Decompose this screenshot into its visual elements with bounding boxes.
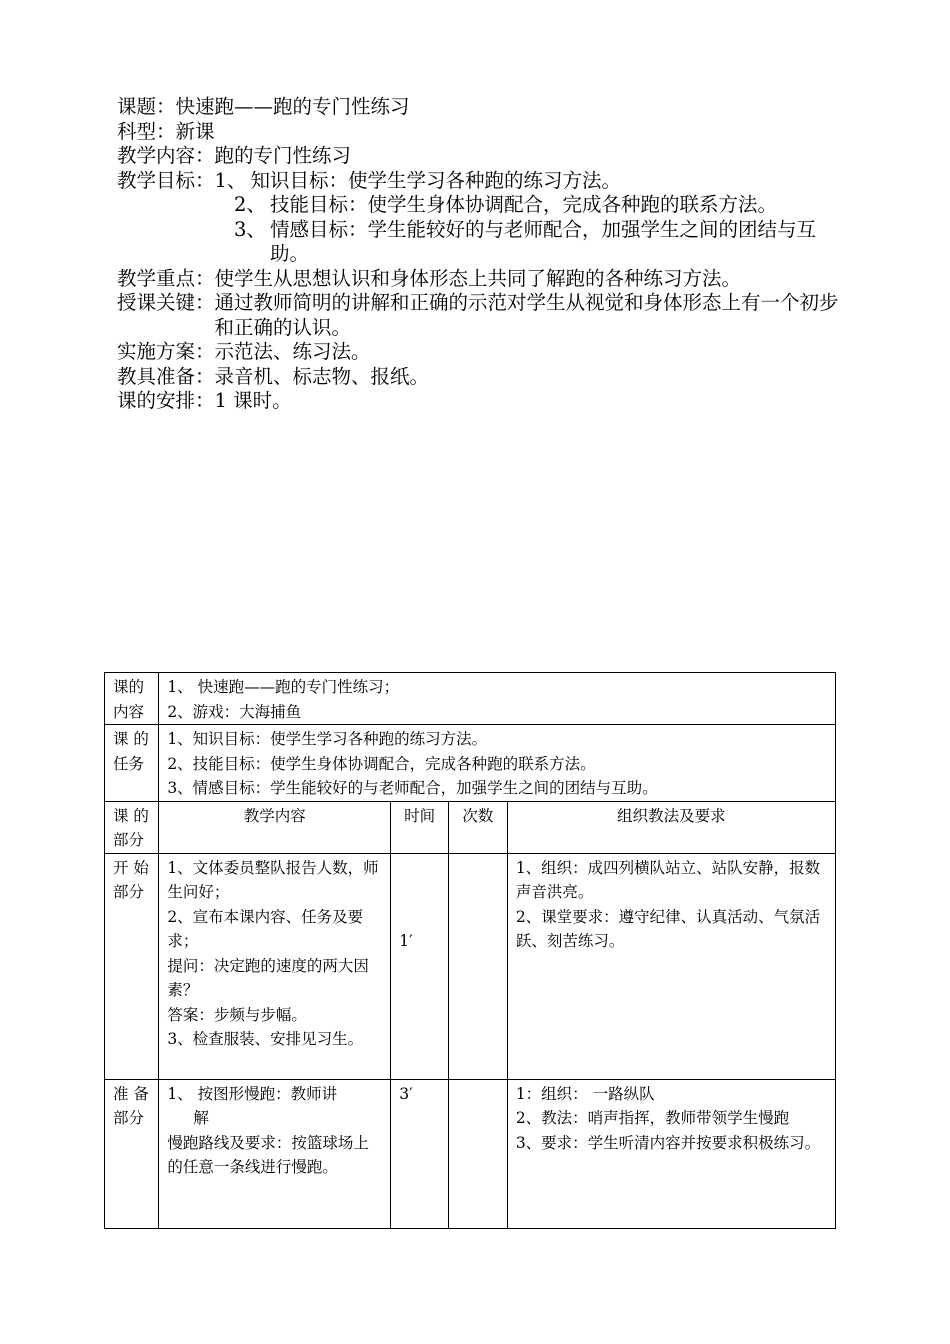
table-row-tasks: [105, 725, 836, 802]
schedule-value: 1 课时。: [214, 389, 292, 412]
plan-value: 示范法、练习法。: [214, 340, 371, 363]
prep-method-line: 1：组织： 一路纵队: [515, 1084, 655, 1103]
goal-2-num: 2、: [234, 193, 266, 216]
key-line: [117, 291, 847, 340]
focus-line: [117, 267, 847, 292]
task-line: 1、知识目标：使学生学习各种跑的练习方法。: [167, 730, 488, 748]
prep-method-cell: [507, 1079, 835, 1228]
prep-content-line: 慢跑路线及要求：按篮球场上的任意一条线进行慢跑。: [167, 1133, 369, 1176]
content-value: 跑的专门性练习: [214, 144, 352, 167]
goals-label: 教学目标：: [117, 168, 215, 192]
focus-value: 使学生从思想认识和身体形态上共同了解跑的各种练习方法。: [214, 266, 742, 290]
table-row-prep: [105, 1079, 836, 1228]
start-content-cell: [159, 853, 391, 1079]
plan-label: 实施方案：: [117, 340, 215, 363]
goal-3-text: 情感目标：学生能较好的与老师配合，加强学生之间的团结与互助。: [270, 217, 817, 265]
plan-line: [117, 340, 847, 365]
lesson-content-cell: [159, 673, 836, 725]
start-content-line: 1、文体委员整队报告人数，师生问好；: [167, 858, 379, 901]
start-content-line: 3、检查服装、安排见习生。: [167, 1030, 364, 1048]
start-method-line: 2、课堂要求：遵守纪律、认真活动、气氛活跃、刻苦练习。: [515, 907, 821, 950]
prep-time-cell: [391, 1079, 449, 1228]
topic-value: 快速跑——跑的专门性练习: [175, 95, 410, 118]
start-time-cell: [391, 853, 449, 1079]
topic-line: [117, 95, 847, 120]
tools-value: 录音机、标志物、报纸。: [214, 364, 430, 388]
prep-content-line: 解: [193, 1109, 209, 1127]
prep-content-cell: [159, 1079, 391, 1228]
col-header-method: 组织教法及要求: [507, 801, 835, 853]
row-label-start: 开 始 部分: [105, 853, 159, 1079]
table-row-content: [105, 673, 836, 725]
goal-3: [234, 218, 847, 267]
col-header-content: 教学内容: [159, 801, 391, 853]
row-label-content: 课的 内容: [105, 673, 159, 725]
key-label: 授课关键：: [117, 291, 215, 314]
goal-2: [234, 193, 847, 218]
start-content-line: 2、宣布本课内容、任务及要求；: [167, 907, 364, 950]
tools-line: [117, 365, 847, 390]
prep-time-value: 3′: [399, 1084, 413, 1103]
focus-label: 教学重点：: [117, 266, 215, 290]
goal-3-num: 3、: [234, 217, 266, 241]
schedule-line: [117, 389, 847, 414]
lesson-content-line: 1、 快速跑——跑的专门性练习；: [167, 678, 400, 696]
start-time-value: 1′: [399, 931, 413, 950]
type-value: 新课: [175, 119, 215, 143]
goal-1-num: 1、: [214, 168, 247, 192]
prep-method-line: 3、要求：学生听清内容并按要求积极练习。: [515, 1133, 821, 1152]
start-content-line: 提问：决定跑的速度的两大因素？: [167, 956, 369, 999]
lesson-content-line: 2、游戏：大海捕鱼: [167, 702, 302, 721]
type-line: [117, 120, 847, 145]
prep-count-cell: [448, 1079, 507, 1228]
goals-line: [117, 169, 847, 194]
type-label: 科型：: [117, 119, 176, 143]
key-value: 通过教师简明的讲解和正确的示范对学生从视觉和身体形态上有一个初步和正确的认识。: [214, 291, 839, 339]
lesson-tasks-cell: [159, 725, 836, 802]
goal-1: [215, 169, 847, 194]
row-label-tasks: 课 的 任务: [105, 725, 159, 802]
col-header-count: 次数: [448, 801, 507, 853]
table-header-row: [105, 801, 836, 853]
start-count-cell: [448, 853, 507, 1079]
start-method-cell: [507, 853, 835, 1079]
prep-content-line: 1、 按图形慢跑：教师讲: [167, 1084, 338, 1103]
content-label: 教学内容：: [117, 144, 215, 167]
prep-method-line: 2、教法：哨声指挥，教师带领学生慢跑: [515, 1109, 790, 1127]
task-line: 3、情感目标：学生能较好的与老师配合，加强学生之间的团结与互助。: [167, 779, 658, 797]
task-line: 2、技能目标：使学生身体协调配合，完成各种跑的联系方法。: [167, 754, 596, 773]
goal-2-text: 技能目标：使学生身体协调配合，完成各种跑的联系方法。: [270, 193, 778, 216]
goal-1-text: 知识目标：使学生学习各种跑的练习方法。: [250, 168, 622, 192]
col-header-time: 时间: [391, 801, 449, 853]
schedule-label: 课的安排：: [117, 389, 215, 412]
lesson-header: [117, 95, 847, 414]
lesson-plan-table: [104, 672, 836, 1229]
row-label-prep: 准 备 部分: [105, 1079, 159, 1228]
start-method-line: 1、组织：成四列横队站立、站队安静，报数声音洪亮。: [515, 858, 821, 901]
content-line: [117, 144, 847, 169]
table-row-start: [105, 853, 836, 1079]
tools-label: 教具准备：: [117, 364, 215, 388]
col-header-part: 课 的 部分: [105, 801, 159, 853]
topic-label: 课题：: [117, 95, 176, 118]
start-content-line: 答案：步频与步幅。: [167, 1005, 307, 1024]
